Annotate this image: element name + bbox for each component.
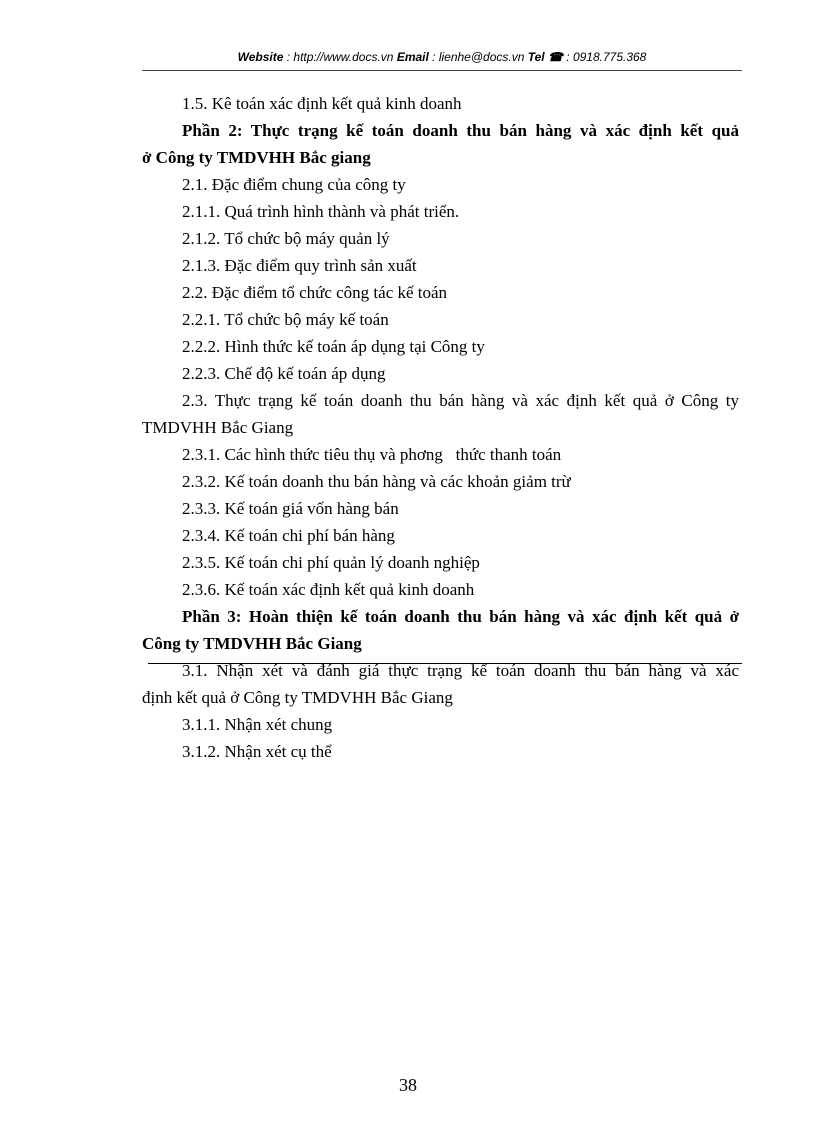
- section-heading: Phần 2: Thực trạng kế toán doanh thu bán hàng và xác định kết quả: [182, 121, 739, 140]
- page-header: [142, 50, 742, 64]
- header-divider: [142, 70, 742, 71]
- toc-line: 2.2.2. Hình thức kế toán áp dụng tại Công ty: [182, 337, 485, 356]
- toc-line: 2.2.3. Chế độ kế toán áp dụng: [182, 364, 386, 383]
- toc-line: 2.1.2. Tổ chức bộ máy quản lý: [182, 229, 390, 248]
- toc-line: 2.3. Thực trạng kế toán doanh thu bán hàng và xác định kết quả ở Công ty: [182, 391, 739, 410]
- toc-line: 2.3.6. Kế toán xác định kết quả kinh doanh: [182, 580, 475, 599]
- toc-line: 2.1.3. Đặc điểm quy trình sản xuất: [182, 256, 417, 275]
- toc-line: 3.1.1. Nhận xét chung: [182, 715, 333, 734]
- toc-line-cont: TMDVHH Bắc Giang: [142, 418, 294, 437]
- phone-icon: ☎: [547, 50, 563, 64]
- section-heading-cont: ở Công ty TMDVHH Bắc giang: [142, 148, 371, 167]
- email-label: Email: [396, 50, 429, 64]
- toc-line: 2.1.1. Quá trình hình thành và phát triển.: [182, 202, 460, 221]
- tel-label: Tel: [527, 50, 545, 64]
- toc-line: 2.3.2. Kế toán doanh thu bán hàng và các khoản giảm trừ: [182, 472, 571, 491]
- overline-rule: [148, 663, 742, 664]
- toc-line: 2.2. Đặc điểm tổ chức công tác kế toán: [182, 283, 448, 302]
- toc-line: 2.3.4. Kế toán chi phí bán hàng: [182, 526, 395, 545]
- toc-line: 2.3.3. Kế toán giá vốn hàng bán: [182, 499, 399, 518]
- page-number: 38: [399, 1075, 417, 1095]
- tel-value: : 0918.775.368: [562, 50, 647, 64]
- toc-line: 2.3.1. Các hình thức tiêu thụ và phơng thức thanh toán: [182, 445, 562, 464]
- toc-line: 3.1.2. Nhận xét cụ thể: [182, 742, 332, 761]
- website-label: Website: [237, 50, 284, 64]
- email-value: : lienhe@docs.vn: [428, 50, 528, 64]
- toc-line: 2.3.5. Kế toán chi phí quản lý doanh nghiệp: [182, 553, 480, 572]
- toc-line: 2.1. Đặc điểm chung của công ty: [182, 175, 406, 194]
- toc-line: 1.5. Kê toán xác định kết quả kinh doanh: [182, 94, 462, 113]
- toc-line: 3.1. Nhận xét và đánh giá thực trạng kế toán doanh thu bán hàng và xác: [182, 661, 739, 680]
- section-heading-cont: Công ty TMDVHH Bắc Giang: [142, 634, 362, 653]
- section-heading: Phần 3: Hoàn thiện kế toán doanh thu bán hàng và xác định kết quả ở: [182, 607, 739, 626]
- toc-line-cont: định kết quả ở Công ty TMDVHH Bắc Giang: [142, 688, 453, 707]
- toc-line: 2.2.1. Tổ chức bộ máy kế toán: [182, 310, 389, 329]
- website-value: : http://www.docs.vn: [283, 50, 397, 64]
